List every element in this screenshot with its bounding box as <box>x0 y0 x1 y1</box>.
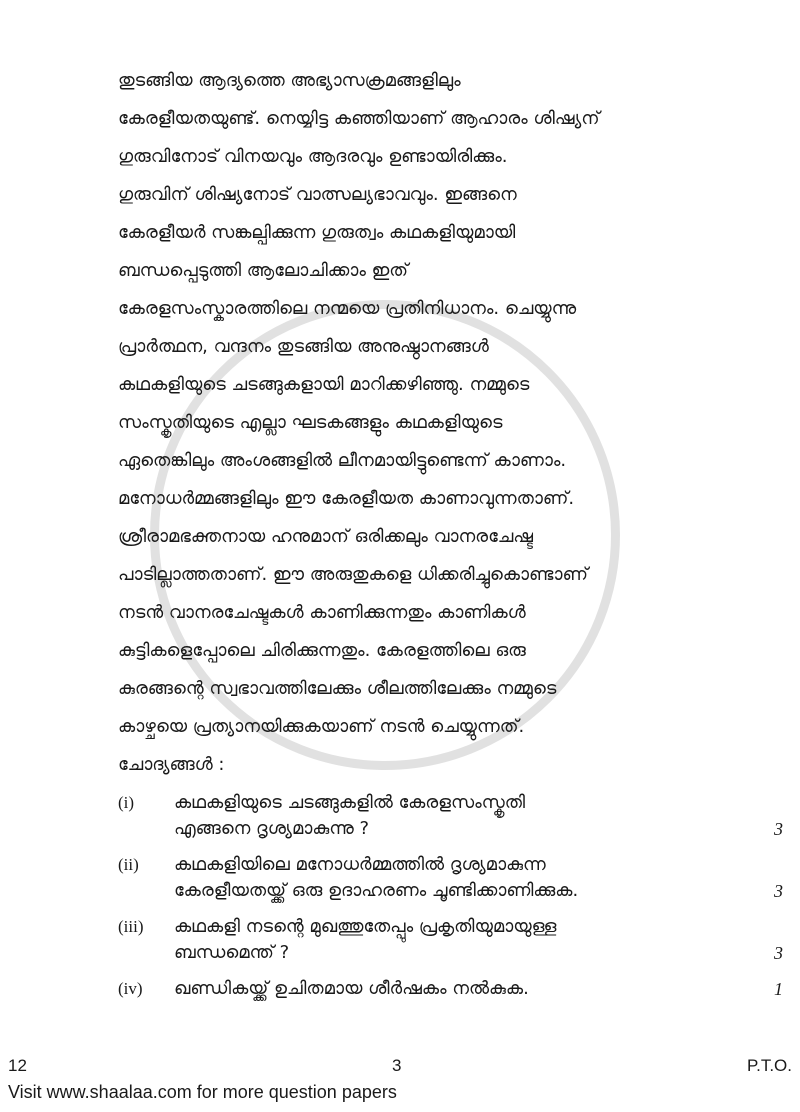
question-item <box>118 914 783 966</box>
question-text <box>174 914 753 966</box>
question-line: കഥകളിയുടെ ചടങ്ങുകളിൽ കേരളസംസ്കൃതി <box>174 792 526 813</box>
question-line: ഖണ്ഡികയ്ക്ക് ഉചിതമായ ശീർഷകം നൽകുക. <box>174 978 529 999</box>
pto-label: P.T.O. <box>746 1056 792 1075</box>
question-line: കേരളീയതയ്ക്ക് ഒരു ഉദാഹരണം ചൂണ്ടിക്കാണിക്കുക. <box>174 880 579 901</box>
passage-line: കേരളസംസ്കാരത്തിലെ നന്മയെ പ്രതിനിധാനം. ചെയ്യുന്നു <box>118 298 577 319</box>
question-text <box>174 976 753 1002</box>
question-marks: 3 <box>774 943 783 963</box>
question-marks: 3 <box>774 881 783 901</box>
question-number: (i) <box>118 793 135 812</box>
question-line: കഥകളി നടന്റെ മുഖത്തുതേപ്പും പ്രകൃതിയുമായുള്ള <box>174 916 557 937</box>
passage-line: പ്രാർത്ഥന, വന്ദനം തുടങ്ങിയ അനുഷ്ഠാനങ്ങൾ <box>118 336 489 357</box>
question-marks: 3 <box>774 819 783 839</box>
passage-line: കഥകളിയുടെ ചടങ്ങുകളായി മാറിക്കഴിഞ്ഞു. നമ്മുടെ <box>118 374 530 395</box>
question-number: (ii) <box>118 855 139 874</box>
question-marks: 1 <box>774 979 783 999</box>
passage-line: കുട്ടികളെപ്പോലെ ചിരിക്കുന്നതും. കേരളത്തിലെ ഒരു <box>118 640 526 661</box>
question-text <box>174 790 753 842</box>
questions-heading: ചോദ്യങ്ങൾ : <box>118 754 225 775</box>
passage-line: കുരങ്ങന്റെ സ്വഭാവത്തിലേക്കും ശീലത്തിലേക്കും നമ്മുടെ <box>118 678 557 699</box>
question-text <box>174 852 753 904</box>
question-line: ബന്ധമെന്ത് ? <box>174 942 290 963</box>
passage <box>118 62 783 746</box>
question-number: (iii) <box>118 917 144 936</box>
question-number: (iv) <box>118 979 143 998</box>
questions-list <box>118 790 783 1002</box>
page-number: 3 <box>392 1056 402 1075</box>
question-item <box>118 852 783 904</box>
passage-line: ബന്ധപ്പെടുത്തി ആലോചിക്കാം ഇത് <box>118 260 409 281</box>
passage-line: ഏതെങ്കിലും അംശങ്ങളിൽ ലീനമായിട്ടുണ്ടെന്ന് കാണാം. <box>118 450 567 471</box>
question-item <box>118 976 783 1002</box>
passage-line: മനോധർമ്മങ്ങളിലും ഈ കേരളീയത കാണാവുന്നതാണ്. <box>118 488 575 509</box>
question-line: എങ്ങനെ ദൃശ്യമാകുന്നു ? <box>174 818 370 839</box>
passage-line: ഗുരുവിന് ശിഷ്യനോട് വാത്സല്യഭാവവും. ഇങ്ങനെ <box>118 184 517 205</box>
passage-line: പാടില്ലാത്തതാണ്. ഈ അരുതുകളെ ധിക്കരിച്ചുകൊണ്ടാണ് <box>118 564 588 585</box>
paper-code: 12 <box>8 1056 27 1075</box>
shaalaa-link[interactable]: Visit www.shaalaa.com for more question papers <box>8 1082 397 1102</box>
passage-line: നടൻ വാനരചേഷ്ടകൾ കാണിക്കുന്നതും കാണികൾ <box>118 602 526 623</box>
passage-line: ശ്രീരാമഭക്തനായ ഹനുമാന് ഒരിക്കലും വാനരചേഷ്ട <box>118 526 534 547</box>
question-item <box>118 790 783 842</box>
passage-line: കേരളീയർ സങ്കല്പിക്കുന്ന ഗുരുത്വം കഥകളിയുമായി <box>118 222 516 243</box>
question-line: കഥകളിയിലെ മനോധർമ്മത്തിൽ ദൃശ്യമാകുന്ന <box>174 854 546 875</box>
passage-line: കാഴ്ചയെ പ്രത്യാനയിക്കുകയാണ് നടൻ ചെയ്യുന്നത്. <box>118 716 525 737</box>
passage-line: കേരളീയതയുണ്ട്. നെയ്യിട്ട കഞ്ഞിയാണ് ആഹാരം ശിഷ്യന് <box>118 108 600 129</box>
passage-line: ഗുരുവിനോട് വിനയവും ആദരവും ഉണ്ടായിരിക്കും. <box>118 146 508 167</box>
passage-line: തുടങ്ങിയ ആദ്യത്തെ അഭ്യാസക്രമങ്ങളിലും <box>118 70 461 91</box>
page-content <box>118 62 783 1012</box>
passage-line: സംസ്കൃതിയുടെ എല്ലാ ഘടകങ്ങളും കഥകളിയുടെ <box>118 412 503 433</box>
